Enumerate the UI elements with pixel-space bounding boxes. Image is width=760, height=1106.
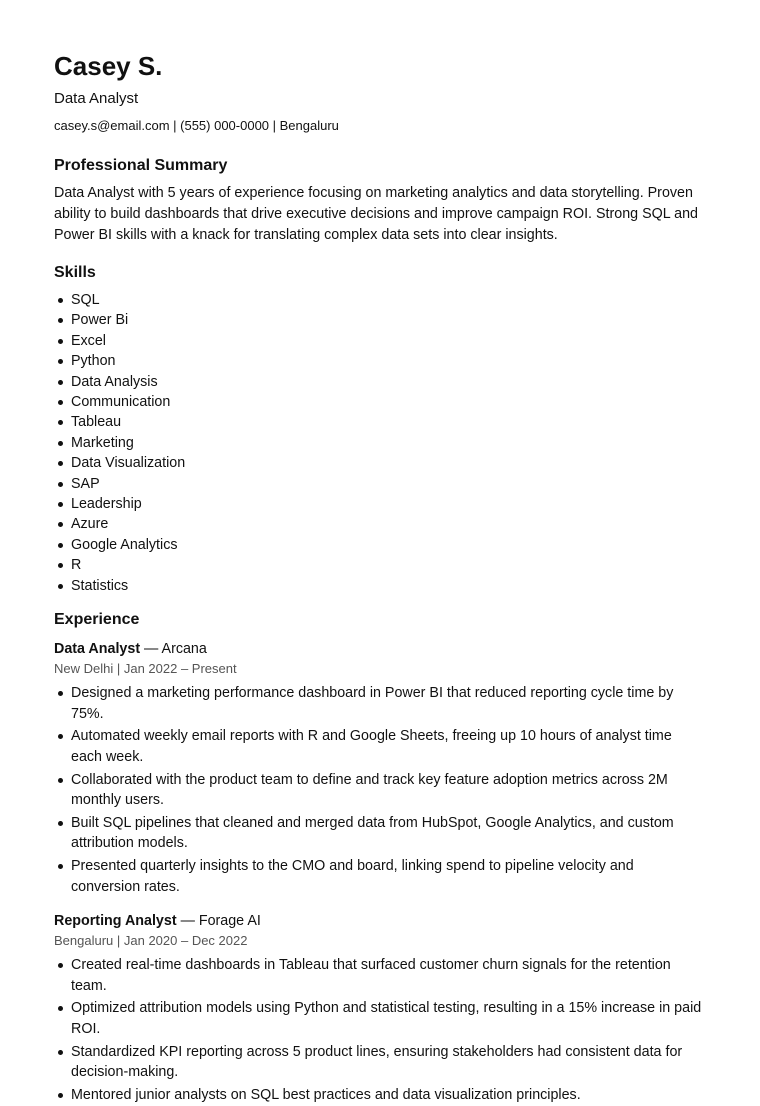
job-bullets <box>54 955 706 1105</box>
summary-text: Data Analyst with 5 years of experience focusing on marketing analytics and data storytelling. Proven ability to build dashboards that drive executive decisions and improve campaign ROI. Strong SQL and Power BI skills with a knack for translating complex data sets into clear insights. <box>54 185 698 243</box>
job-company: — Arcana <box>140 641 207 658</box>
job-bullet: Standardized KPI reporting across 5 product lines, ensuring stakeholders had consistent data for decision-making. <box>54 1042 706 1083</box>
skill-item: Excel <box>54 331 706 351</box>
skill-item: Power Bi <box>54 310 706 330</box>
job-bullet: Built SQL pipelines that cleaned and merged data from HubSpot, Google Analytics, and custom attribution models. <box>54 813 706 854</box>
skills-heading: Skills <box>54 264 96 281</box>
skill-item: SQL <box>54 290 706 310</box>
job-entry-arcana <box>54 640 706 897</box>
job-header <box>54 640 706 659</box>
job-entry-forage-ai <box>54 912 706 1105</box>
skills-list <box>54 290 706 596</box>
skill-item: Leadership <box>54 494 706 514</box>
skill-item: Data Visualization <box>54 453 706 473</box>
job-header <box>54 912 706 931</box>
job-bullet: Created real-time dashboards in Tableau that surfaced customer churn signals for the retention team. <box>54 955 706 996</box>
job-meta: Bengaluru | Jan 2020 – Dec 2022 <box>54 933 248 949</box>
job-bullet: Mentored junior analysts on SQL best practices and data visualization principles. <box>54 1085 706 1105</box>
candidate-name: Casey S. <box>54 51 163 81</box>
skill-item: Tableau <box>54 412 706 432</box>
job-role: Reporting Analyst <box>54 913 177 930</box>
skill-item: Data Analysis <box>54 372 706 392</box>
job-bullets <box>54 683 706 897</box>
skill-item: R <box>54 555 706 575</box>
job-bullet: Optimized attribution models using Python and statistical testing, resulting in a 15% increase in paid ROI. <box>54 998 706 1039</box>
candidate-title: Data Analyst <box>54 90 139 107</box>
job-bullet: Designed a marketing performance dashboard in Power BI that reduced reporting cycle time by 75%. <box>54 683 706 724</box>
job-bullet: Automated weekly email reports with R and Google Sheets, freeing up 10 hours of analyst time each week. <box>54 726 706 767</box>
skill-item: Communication <box>54 392 706 412</box>
skill-item: Azure <box>54 514 706 534</box>
job-bullet: Presented quarterly insights to the CMO and board, linking spend to pipeline velocity and conversion rates. <box>54 856 706 897</box>
skill-item: SAP <box>54 474 706 494</box>
job-role: Data Analyst <box>54 641 141 658</box>
skill-item: Python <box>54 351 706 371</box>
skill-item: Google Analytics <box>54 535 706 555</box>
job-meta: New Delhi | Jan 2022 – Present <box>54 661 237 677</box>
experience-heading: Experience <box>54 611 140 629</box>
job-bullet: Collaborated with the product team to define and track key feature adoption metrics across 2M monthly users. <box>54 770 706 811</box>
job-company: — Forage AI <box>176 913 261 930</box>
skill-item: Marketing <box>54 433 706 453</box>
contact-line: casey.s@email.com | (555) 000-0000 | Bengaluru <box>54 118 339 133</box>
summary-heading: Professional Summary <box>54 157 228 174</box>
skill-item: Statistics <box>54 576 706 596</box>
